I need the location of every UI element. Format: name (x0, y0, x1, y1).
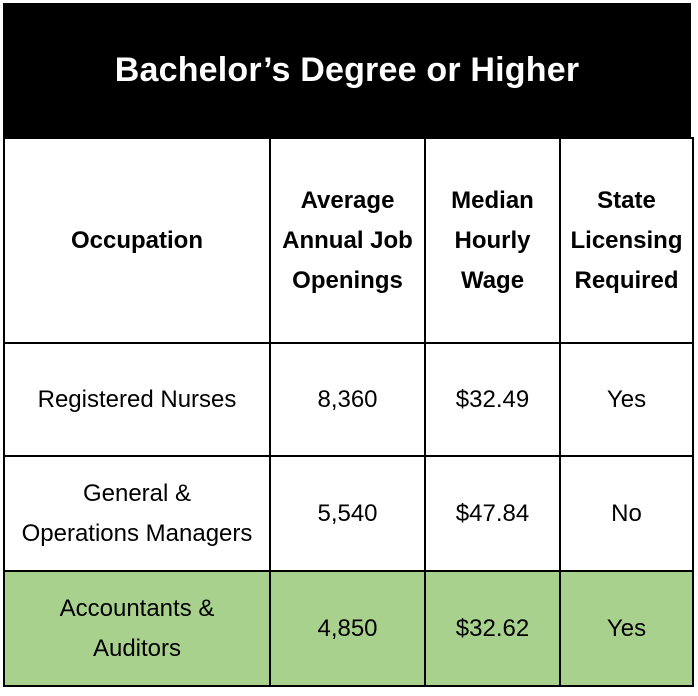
cell-openings: 4,850 (270, 571, 425, 686)
table-row-highlighted (4, 571, 693, 686)
column-header-annual-openings: Average Annual Job Openings (270, 138, 425, 343)
column-header-hourly-wage: Median Hourly Wage (425, 138, 560, 343)
cell-wage: $47.84 (425, 456, 560, 571)
cell-wage: $32.49 (425, 343, 560, 456)
cell-occupation: Registered Nurses (4, 343, 270, 456)
table-row (4, 343, 693, 456)
table-header-row (4, 138, 693, 343)
cell-openings: 5,540 (270, 456, 425, 571)
occupation-table (3, 137, 694, 687)
table-title-bar (3, 3, 691, 137)
cell-licensing: Yes (560, 343, 693, 456)
cell-wage: $32.62 (425, 571, 560, 686)
cell-openings: 8,360 (270, 343, 425, 456)
cell-occupation: General & Operations Managers (4, 456, 270, 571)
column-header-occupation: Occupation (4, 138, 270, 343)
cell-licensing: Yes (560, 571, 693, 686)
table-title: Bachelor’s Degree or Higher (114, 50, 580, 89)
cell-licensing: No (560, 456, 693, 571)
table-row (4, 456, 693, 571)
column-header-state-licensing: State Licensing Required (560, 138, 693, 343)
cell-occupation: Accountants & Auditors (4, 571, 270, 686)
